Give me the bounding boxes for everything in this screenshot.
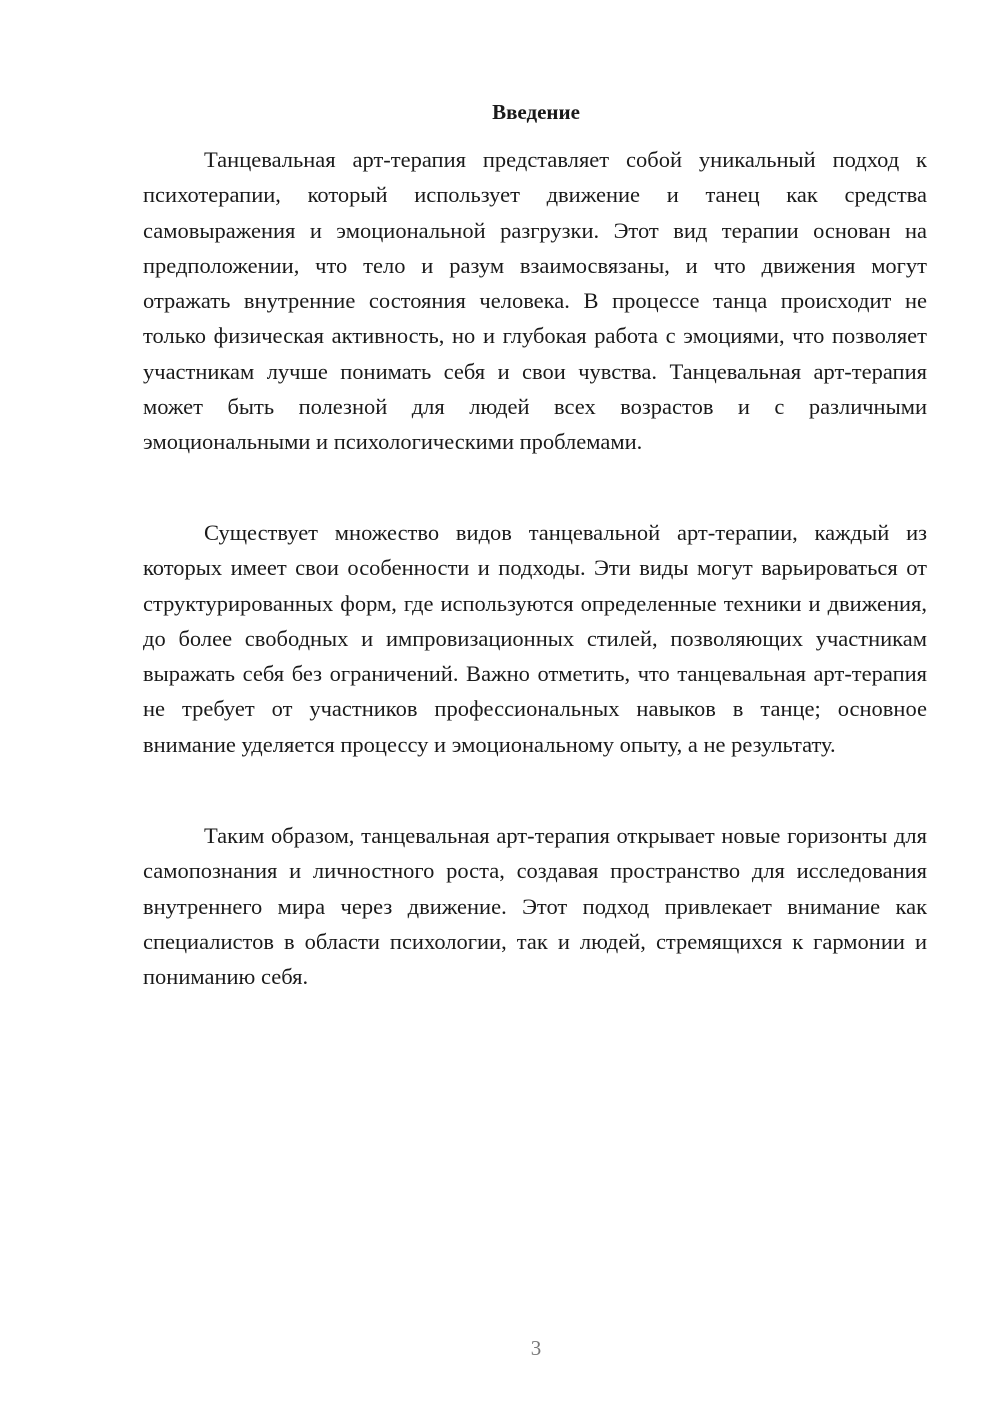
page-number: 3 xyxy=(530,1336,542,1360)
section-title: Введение xyxy=(492,100,580,124)
paragraph-2: Существует множество видов танцевальной арт-терапии, каждый из которых имеет свои особенности и подходы. Эти виды могут варьироваться от структурированных форм, где используются определенные техники и движения, до более свободных и импровизационных стилей, позволяющих участникам выражать себя без ограничений. Важно отметить, что танцевальная арт-терапия не требует от участников профессиональных навыков в танце; основное внимание уделяется процессу и эмоциональному опыту, а не результату. xyxy=(143,520,927,757)
paragraph-3: Таким образом, танцевальная арт-терапия открывает новые горизонты для самопознания и личностного роста, создавая пространство для исследования внутреннего мира через движение. Этот подход привлекает внимание как специалистов в области психологии, так и людей, стремящихся к гармонии и пониманию себя. xyxy=(143,823,927,990)
paragraph-1: Танцевальная арт-терапия представляет собой уникальный подход к психотерапии, который использует движение и танец как средства самовыражения и эмоциональной разгрузки. Этот вид терапии основан на предположении, что тело и разум взаимосвязаны, и что движения могут отражать внутренние состояния человека. В процессе танца происходит не только физическая активность, но и глубокая работа с эмоциями, что позволяет участникам лучше понимать себя и свои чувства. Танцевальная арт-терапия может быть полезной для людей всех возрастов и с различными эмоциональными и психологическими проблемами. xyxy=(143,147,927,455)
